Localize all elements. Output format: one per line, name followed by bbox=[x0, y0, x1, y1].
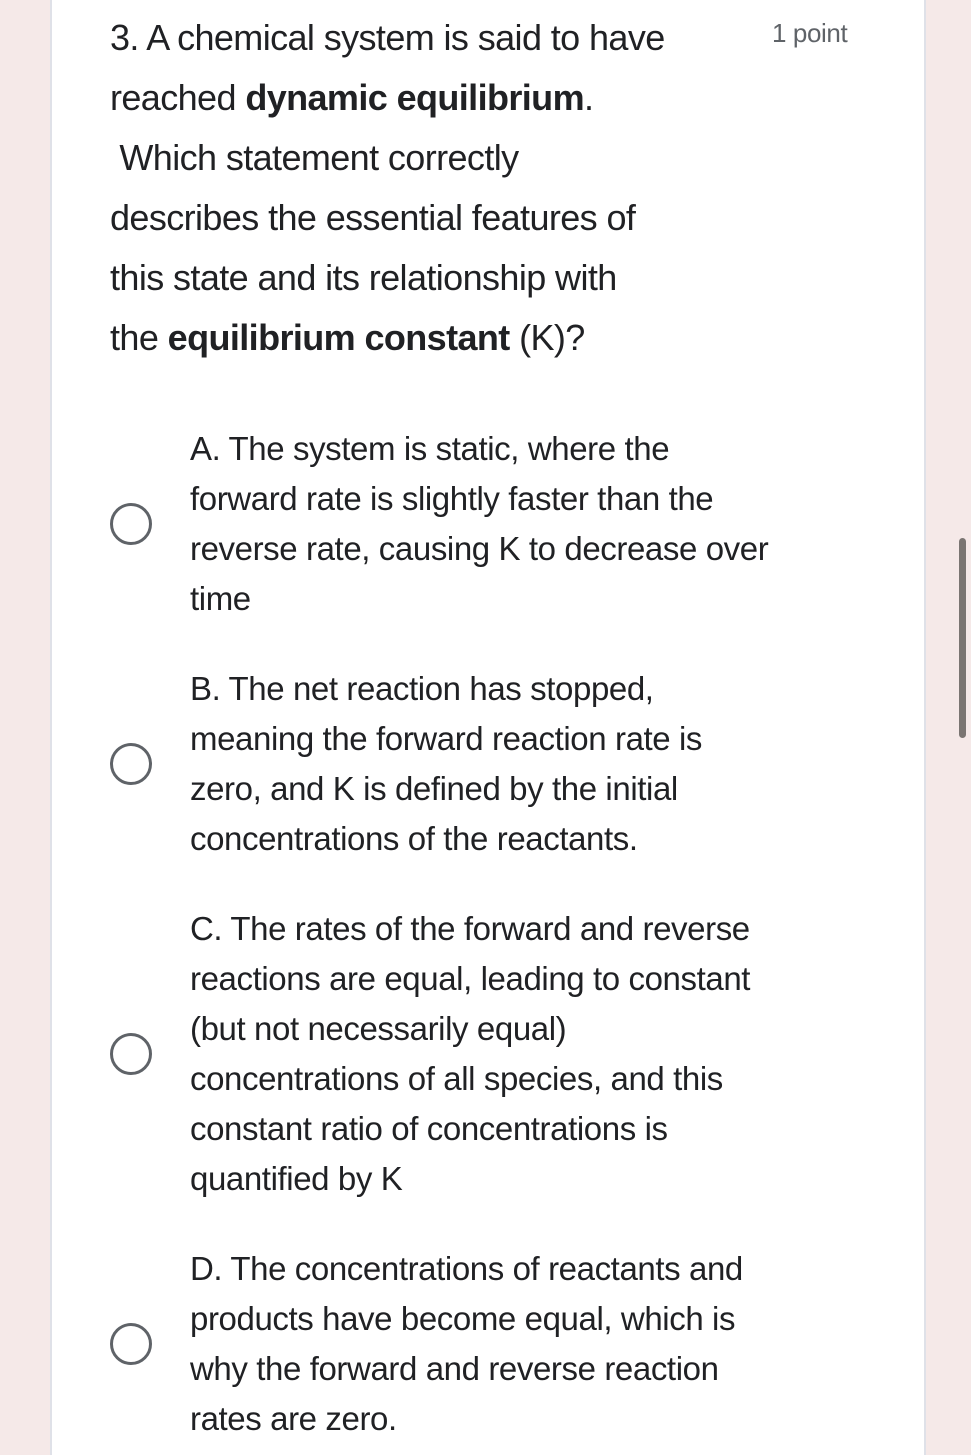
question-line bbox=[110, 68, 910, 128]
option-label bbox=[190, 1244, 743, 1444]
radio-button-icon[interactable] bbox=[110, 743, 152, 785]
option-label-line: constant ratio of concentrations is bbox=[190, 1110, 668, 1147]
option-label bbox=[190, 664, 702, 864]
question-text-bold: equilibrium constant bbox=[167, 317, 510, 358]
option-label-line: meaning the forward reaction rate is bbox=[190, 720, 703, 757]
question-line bbox=[110, 128, 910, 188]
question-text-plain: Which statement correctly bbox=[110, 137, 519, 178]
question-line bbox=[110, 188, 910, 248]
option-label-line: products have become equal, which is bbox=[190, 1300, 736, 1337]
question-text bbox=[110, 8, 910, 368]
option-label bbox=[190, 904, 750, 1204]
question-text-plain: reached bbox=[110, 77, 246, 118]
option-label-line: time bbox=[190, 580, 251, 617]
question-number-text: 3. A chemical system is said to have bbox=[110, 17, 665, 58]
option-label bbox=[190, 424, 768, 624]
option-label-line: rates are zero. bbox=[190, 1400, 397, 1437]
radio-button-icon[interactable] bbox=[110, 503, 152, 545]
question-text-bold: dynamic equilibrium bbox=[245, 77, 584, 118]
option-label-line: forward rate is slightly faster than the bbox=[190, 480, 714, 517]
option-label-line: concentrations of the reactants. bbox=[190, 820, 638, 857]
option-label-line: reverse rate, causing K to decrease over bbox=[190, 530, 769, 567]
option-label-line: quantified by K bbox=[190, 1160, 403, 1197]
question-text-plain: this state and its relationship with bbox=[110, 257, 617, 298]
option-label-line: B. The net reaction has stopped, bbox=[190, 670, 654, 707]
points-label: 1 point bbox=[772, 18, 848, 48]
question-text-plain: . bbox=[583, 77, 594, 118]
question-line bbox=[110, 248, 910, 308]
question-text-plain: (K)? bbox=[509, 317, 585, 358]
radio-button-icon[interactable] bbox=[110, 1033, 152, 1075]
question-text-plain: describes the essential features of bbox=[110, 197, 636, 238]
option-label-line: A. The system is static, where the bbox=[190, 430, 670, 467]
option-label-line: why the forward and reverse reaction bbox=[190, 1350, 719, 1387]
scrollbar[interactable] bbox=[959, 538, 966, 738]
question-line bbox=[110, 308, 910, 368]
question-text-plain: the bbox=[110, 317, 168, 358]
option-label-line: reactions are equal, leading to constant bbox=[190, 960, 751, 997]
radio-button-icon[interactable] bbox=[110, 1323, 152, 1365]
option-label-line: C. The rates of the forward and reverse bbox=[190, 910, 750, 947]
option-label-line: zero, and K is defined by the initial bbox=[190, 770, 678, 807]
option-label-line: D. The concentrations of reactants and bbox=[190, 1250, 743, 1287]
option-label-line: (but not necessarily equal) bbox=[190, 1010, 567, 1047]
option-label-line: concentrations of all species, and this bbox=[190, 1060, 723, 1097]
